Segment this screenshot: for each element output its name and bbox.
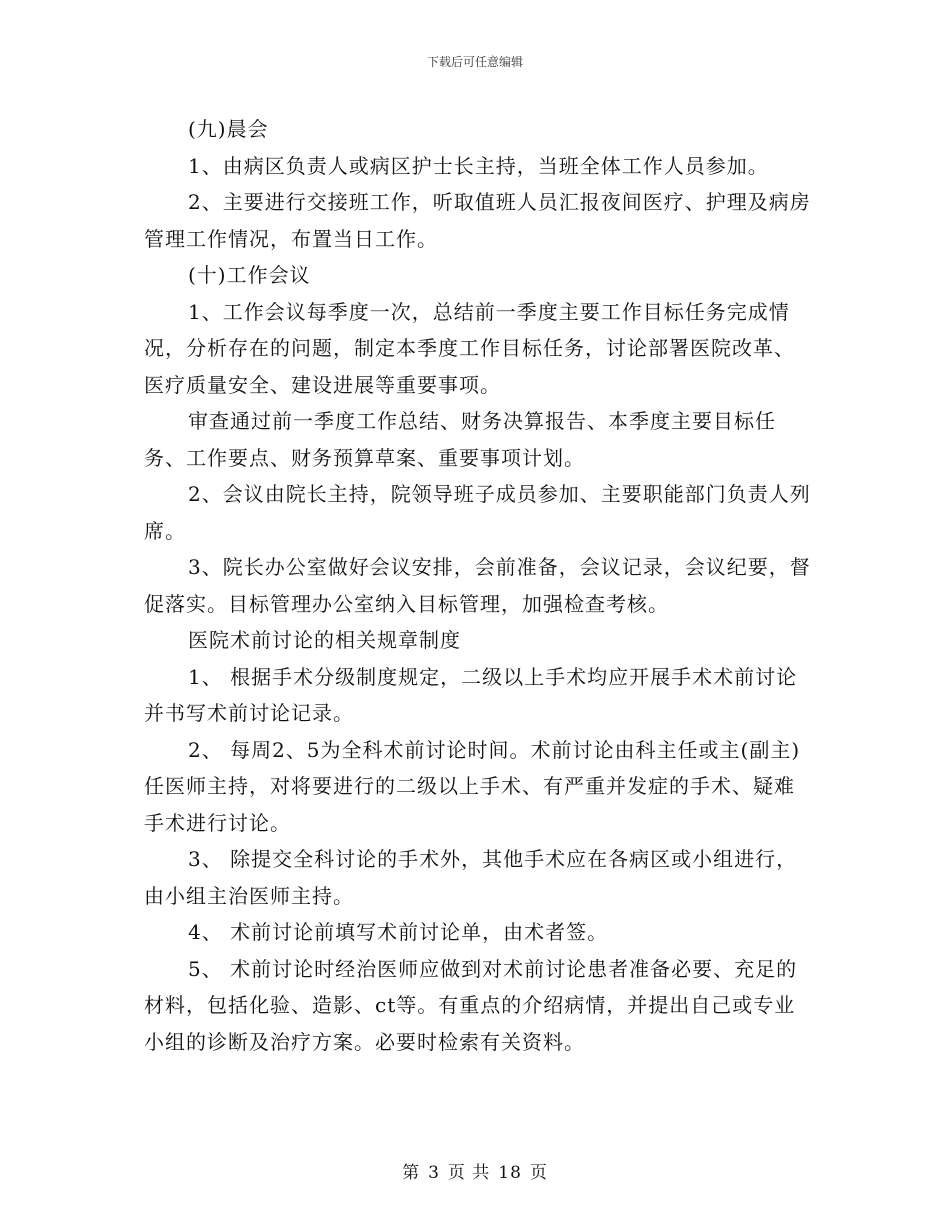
section-heading-preoperative-discussion: 医院术前讨论的相关规章制度	[188, 628, 461, 652]
paragraph: 1、由病区负责人或病区护士长主持，当班全体工作人员参加。	[188, 153, 769, 178]
paragraph: 2、会议由院长主持，院领导班子成员参加、主要职能部门负责人列席。	[144, 482, 811, 543]
paragraph: 2、主要进行交接班工作，听取值班人员汇报夜间医疗、护理及病房管理工作情况，布置当日工作。	[144, 190, 811, 251]
page-number: 3	[428, 1163, 440, 1183]
paragraph: 4、 术前讨论前填写术前讨论单，由术者签。	[188, 920, 609, 944]
footer-prefix: 第	[402, 1163, 421, 1183]
document-body	[144, 111, 812, 1060]
page-total: 18	[498, 1163, 522, 1183]
paragraph: 3、 除提交全科讨论的手术外，其他手术应在各病区或小组进行，由小组主治医师主持。	[144, 847, 798, 908]
paragraph: 2、 每周2、5为全科术前讨论时间。术前讨论由科主任或主(副主)任医师主持，对将要进行的二级以上手术、有严重并发症的手术、疑难手术进行讨论。	[144, 737, 801, 835]
footer-mid: 页 共	[447, 1163, 491, 1183]
section-heading-morning-meeting: (九)晨会	[188, 117, 269, 141]
section-heading-work-meeting: (十)工作会议	[188, 263, 311, 287]
paragraph: 3、院长办公室做好会议安排，会前准备，会议记录，会议纪要，督促落实。目标管理办公室纳入目标管理，加强检查考核。	[144, 555, 811, 616]
paragraph: 5、 术前讨论时经治医师应做到对术前讨论患者准备必要、充足的材料，包括化验、造影、ct等。有重点的介绍病情，并提出自己或专业小组的诊断及治疗方案。必要时检索有关资料。	[144, 956, 798, 1054]
page-header: 下载后可任意编辑	[426, 55, 523, 69]
paragraph: 审查通过前一季度工作总结、财务决算报告、本季度主要目标任务、工作要点、财务预算草案、重要事项计划。	[144, 409, 776, 470]
paragraph: 1、工作会议每季度一次，总结前一季度主要工作目标任务完成情况，分析存在的问题，制定本季度工作目标任务，讨论部署医院改革、医疗质量安全、建设进展等重要事项。	[144, 299, 795, 397]
page-footer	[0, 1158, 950, 1183]
footer-suffix: 页	[529, 1163, 548, 1183]
paragraph: 1、 根据手术分级制度规定，二级以上手术均应开展手术术前讨论并书写术前讨论记录。	[144, 664, 798, 725]
